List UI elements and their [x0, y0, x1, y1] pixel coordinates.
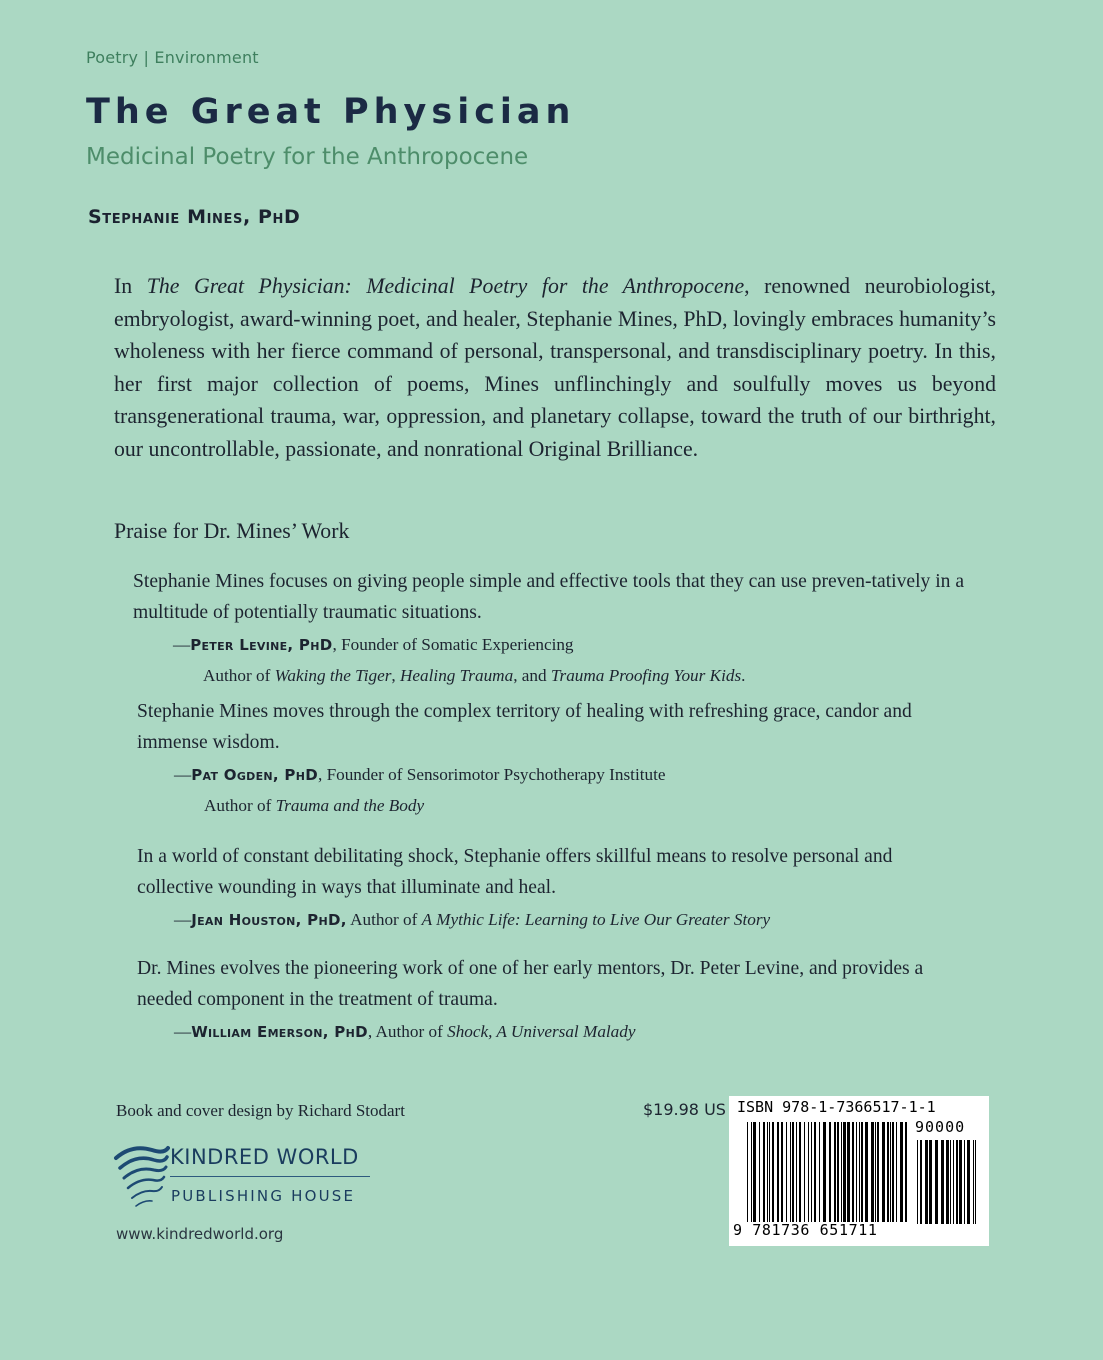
testimonial-name: William Emerson, PhD [191, 1023, 368, 1041]
barcode-ean-digits: 9 781736 651711 [733, 1221, 878, 1239]
barcode-bar [964, 1140, 965, 1224]
testimonial-3 [137, 842, 957, 936]
barcode-bar [975, 1140, 976, 1224]
barcode-bar [956, 1140, 958, 1224]
barcode-bar [751, 1122, 752, 1222]
barcode-bar [852, 1122, 854, 1222]
barcode-bar [799, 1122, 801, 1222]
barcode-bar [882, 1122, 885, 1222]
barcode-bar [777, 1122, 779, 1222]
barcode-bar [973, 1140, 974, 1224]
price-label: $19.98 US [643, 1100, 726, 1119]
category-label: Poetry | Environment [86, 48, 259, 67]
barcode-bar [804, 1122, 805, 1222]
barcode-bar [829, 1122, 831, 1222]
addon-barcode-bars [917, 1140, 979, 1226]
testimonial-books: Author of Waking the Tiger, Healing Trauma, and Trauma Proofing Your Kids. [203, 665, 746, 685]
barcode-bar [941, 1140, 944, 1224]
barcode-bar [917, 1140, 918, 1224]
barcode-bar [967, 1140, 970, 1224]
barcode-bar [865, 1122, 868, 1222]
barcode-bar [946, 1140, 949, 1224]
barcode-bar [808, 1122, 809, 1222]
barcode-bar [920, 1140, 922, 1224]
barcode-bar [811, 1122, 812, 1222]
testimonial-quote: Dr. Mines evolves the pioneering work of one of her early mentors, Dr. Peter Levine, and provides a needed component in the treatment of trauma. [137, 958, 924, 1010]
barcode-bar [847, 1122, 850, 1222]
barcode-bar [790, 1122, 791, 1222]
barcode-bar [763, 1122, 765, 1222]
publisher-subname: PUBLISHING HOUSE [171, 1187, 356, 1205]
isbn-barcode [729, 1096, 989, 1246]
intro-book-title: The Great Physician: Medicinal Poetry for the Anthropocene [146, 274, 745, 298]
barcode-bar [781, 1122, 783, 1222]
barcode-bar [890, 1122, 891, 1222]
publisher-name: KINDRED WORLD [170, 1145, 359, 1169]
testimonial-quote: In a world of constant debilitating shock, Stephanie offers skillful means to resolve personal and collective wounding in ways that illuminate and heal. [137, 846, 893, 898]
testimonial-quote: Stephanie Mines moves through the complex territory of healing with refreshing grace, candor and immense wisdom. [137, 701, 912, 753]
barcode-bar [875, 1122, 876, 1222]
testimonial-1 [133, 567, 1001, 691]
praise-heading: Praise for Dr. Mines’ Work [114, 519, 350, 543]
barcode-bar [834, 1122, 836, 1222]
testimonial-name: Pat Ogden, PhD [191, 766, 318, 784]
barcode-bar [843, 1122, 846, 1222]
barcode-bar [786, 1122, 787, 1222]
design-credit: Book and cover design by Richard Stodart [116, 1101, 405, 1120]
barcode-bar [823, 1122, 826, 1222]
barcode-bar [767, 1122, 768, 1222]
testimonial-4 [137, 954, 927, 1048]
barcode-bar [861, 1122, 863, 1222]
testimonial-books: Author of Trauma and the Body [204, 795, 425, 815]
intro-paragraph: In The Great Physician: Medicinal Poetry for the Anthropocene, renowned neurobiologist, embryologist, award-winning poet, and healer, Stephanie Mines, PhD, lovingly embraces humanity’s wholeness with her fierce command of personal, transpersonal, and transdisciplinary poetry. In this, her first major collection of poems, Mines unflinchingly and soulfully moves us beyond transgenerational trauma, war, oppression, and planetary collapse, toward the truth of our birthright, our uncontrollable, passionate, and nonrational Original Brilliance. [114, 274, 996, 461]
testimonial-attribution: —Pat Ogden, PhD, Founder of Sensorimotor Psychotherapy Institute [174, 765, 666, 784]
book-subtitle: Medicinal Poetry for the Anthropocene [86, 144, 529, 170]
barcode-bar [796, 1122, 797, 1222]
testimonial-attribution: —William Emerson, PhD, Author of Shock, A Universal Malady [174, 1022, 636, 1041]
barcode-bar [905, 1122, 907, 1222]
book-title: The Great Physician [86, 92, 576, 132]
barcode-bar [950, 1140, 951, 1224]
ean-barcode-bars [747, 1122, 909, 1226]
barcode-bar [959, 1140, 962, 1224]
testimonial-name: Peter Levine, PhD [190, 636, 333, 654]
barcode-bar [819, 1122, 820, 1222]
barcode-bar [772, 1122, 774, 1222]
barcode-addon-digits: 90000 [915, 1118, 966, 1136]
barcode-bar [896, 1122, 897, 1222]
barcode-bar [900, 1122, 903, 1222]
barcode-bar [859, 1122, 860, 1222]
wave-feather-logo-icon [112, 1142, 170, 1210]
testimonial-attribution: —Jean Houston, PhD, Author of A Mythic Life: Learning to Live Our Greater Story [174, 910, 771, 929]
barcode-bar [856, 1122, 857, 1222]
barcode-bar [792, 1122, 794, 1222]
testimonial-name: Jean Houston, PhD, [191, 911, 347, 929]
barcode-bar [877, 1122, 879, 1222]
testimonial-attribution: —Peter Levine, PhD, Founder of Somatic Experiencing [173, 635, 574, 654]
barcode-bar [929, 1140, 932, 1224]
author-name: Stephanie Mines, PhD [88, 206, 301, 228]
barcode-bar [841, 1122, 842, 1222]
isbn-label: ISBN 978-1-7366517-1-1 [737, 1098, 936, 1116]
testimonial-quote: Stephanie Mines focuses on giving people simple and effective tools that they can use preven-tatively in a multitude of potentially traumatic situations. [133, 571, 965, 623]
barcode-bar [814, 1122, 816, 1222]
barcode-bar [892, 1122, 894, 1222]
barcode-bar [769, 1122, 770, 1222]
barcode-bar [759, 1122, 760, 1222]
barcode-bar [953, 1140, 954, 1224]
testimonial-2 [137, 697, 957, 821]
barcode-bar [753, 1122, 756, 1222]
barcode-bar [935, 1140, 938, 1224]
barcode-bar [871, 1122, 874, 1222]
barcode-bar [747, 1122, 748, 1222]
publisher-website[interactable]: www.kindredworld.org [116, 1225, 284, 1243]
barcode-bar [837, 1122, 839, 1222]
logo-divider [170, 1176, 370, 1177]
barcode-bar [887, 1122, 889, 1222]
barcode-bar [925, 1140, 928, 1224]
